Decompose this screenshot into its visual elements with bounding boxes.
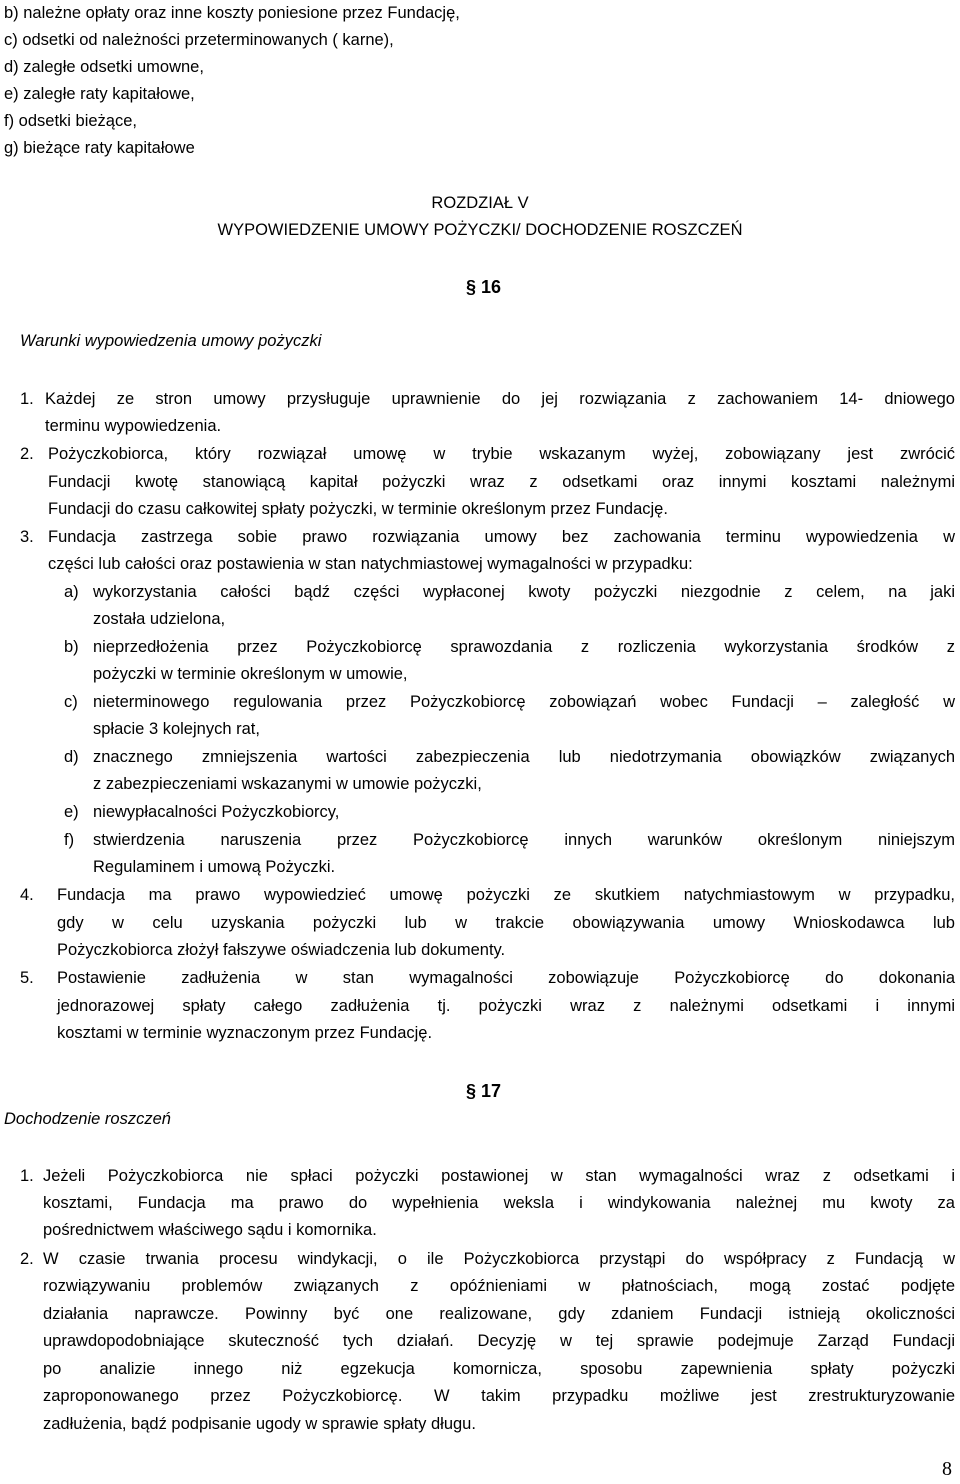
s16-p5-line1: Postawienie zadłużenia w stan wymagalności zobowiązuje Pożyczkobiorcę do dokonania: [57, 969, 955, 987]
s16-item-b-label: b): [64, 638, 79, 656]
s16-item-d-line1: znacznego zmniejszenia wartości zabezpieczenia lub niedotrzymania obowiązków związanych: [93, 748, 955, 766]
s16-p1-line2: terminu wypowiedzenia.: [45, 417, 222, 435]
s17-p2-line2: rozwiązywaniu problemów związanych z opóźnieniami w płatnościach, mogą zostać podjęte: [43, 1277, 955, 1295]
s16-p5-line2: jednorazowej spłaty całego zadłużenia tj. pożyczki wraz z należnymi odsetkami i innymi: [57, 997, 955, 1015]
s16-p1-line1: Każdej ze stron umowy przysługuje uprawnienie do jej rozwiązania z zachowaniem 14- dniowego: [45, 390, 955, 408]
s16-p4-line1: Fundacja ma prawo wypowiedzieć umowę pożyczki ze skutkiem natychmiastowym w przypadku,: [57, 886, 955, 904]
s17-p2-line7: zadłużenia, bądź podpisanie ugody w sprawie spłaty długu.: [43, 1415, 476, 1433]
s16-p4-num: 4.: [20, 886, 34, 904]
s16-item-e-line1: niewypłacalności Pożyczkobiorcy,: [93, 803, 340, 821]
s16-item-c-line2: spłacie 3 kolejnych rat,: [93, 720, 260, 738]
s16-item-c-line1: nieterminowego regulowania przez Pożyczkobiorcę zobowiązań wobec Fundacji – zaległość w: [93, 693, 955, 711]
s16-p2-line1: Pożyczkobiorca, który rozwiązał umowę w trybie wskazanym wyżej, zobowiązany jest zwrócić: [48, 445, 955, 463]
s16-p3-line1: Fundacja zastrzega sobie prawo rozwiązania umowy bez zachowania terminu wypowiedzenia w: [48, 528, 955, 546]
s16-p5-line3: kosztami w terminie wyznaczonym przez Fundację.: [57, 1024, 433, 1042]
list-item-e: e) zaległe raty kapitałowe,: [4, 85, 195, 103]
s16-item-e-label: e): [64, 803, 79, 821]
s16-item-f-line2: Regulaminem i umową Pożyczki.: [93, 858, 336, 876]
chapter-label: ROZDZIAŁ V: [431, 194, 529, 212]
chapter-title: WYPOWIEDZENIE UMOWY POŻYCZKI/ DOCHODZENIE ROSZCZEŃ: [217, 221, 743, 239]
list-item-g: g) bieżące raty kapitałowe: [4, 139, 195, 157]
s16-p3-num: 3.: [20, 528, 34, 546]
s17-p1-line1: Jeżeli Pożyczkobiorca nie spłaci pożyczki postawionej w stan wymagalności wraz z odsetkami i: [43, 1167, 955, 1185]
section-16-heading: Warunki wypowiedzenia umowy pożyczki: [20, 332, 322, 350]
list-item-b: b) należne opłaty oraz inne koszty poniesione przez Fundację,: [4, 4, 460, 22]
s16-item-d-label: d): [64, 748, 79, 766]
s16-p1-num: 1.: [20, 390, 34, 408]
s16-item-b-line1: nieprzedłożenia przez Pożyczkobiorcę sprawozdania z rozliczenia wykorzystania środków z: [93, 638, 955, 656]
s16-item-f-label: f): [64, 831, 75, 849]
s17-p2-line6: zaproponowanego przez Pożyczkobiorcę. W takim przypadku możliwe jest zrestrukturyzowanie: [43, 1387, 955, 1405]
s16-item-a-line1: wykorzystania całości bądź części wypłaconej kwoty pożyczki niezgodnie z celem, na jaki: [93, 583, 955, 601]
s17-p1-num: 1.: [20, 1167, 34, 1185]
s16-item-a-line2: została udzielona,: [93, 610, 226, 628]
s16-item-f-line1: stwierdzenia naruszenia przez Pożyczkobiorcę innych warunków określonym niniejszym: [93, 831, 955, 849]
s17-p2-line5: po analizie innego niż egzekucja komornicza, sposobu zapewnienia spłaty pożyczki: [43, 1360, 955, 1378]
s16-p4-line3: Pożyczkobiorca złożył fałszywe oświadczenia lub dokumenty.: [57, 941, 506, 959]
s16-item-c-label: c): [64, 693, 78, 711]
s16-item-a-label: a): [64, 583, 79, 601]
list-item-f: f) odsetki bieżące,: [4, 112, 137, 130]
s16-p3-line2: części lub całości oraz postawienia w stan natychmiastowej wymagalności w przypadku:: [48, 555, 693, 573]
s17-p1-line3: pośrednictwem właściwego sądu i komornika.: [43, 1221, 377, 1239]
s16-item-d-line2: z zabezpieczeniami wskazanymi w umowie pożyczki,: [93, 775, 482, 793]
s16-p2-num: 2.: [20, 445, 34, 463]
s17-p2-line3: działania naprawcze. Powinny być one realizowane, gdy zdaniem Fundacji istnieją okoliczności: [43, 1305, 955, 1323]
s16-p2-line3: Fundacji do czasu całkowitej spłaty pożyczki, w terminie określonym przez Fundację.: [48, 500, 668, 518]
s17-p2-line1: W czasie trwania procesu windykacji, o ile Pożyczkobiorca przystąpi do współpracy z Fundacją w: [43, 1250, 955, 1268]
s16-item-b-line2: pożyczki w terminie określonym w umowie,: [93, 665, 408, 683]
section-16-number: § 16: [466, 277, 502, 297]
section-17-number: § 17: [466, 1081, 502, 1101]
s17-p1-line2: kosztami, Fundacja ma prawo do wypełnienia weksla i windykowania należnej mu kwoty za: [43, 1194, 955, 1212]
s16-p4-line2: gdy w celu uzyskania pożyczki lub w trakcie obowiązywania umowy Wnioskodawca lub: [57, 914, 955, 932]
page-number: 8: [942, 1458, 952, 1480]
s17-p2-num: 2.: [20, 1250, 34, 1268]
s17-p2-line4: uprawdopodobniające skuteczność tych działań. Decyzję w tej sprawie podejmuje Zarząd Fundacji: [43, 1332, 955, 1350]
list-item-c: c) odsetki od należności przeterminowanych ( karne),: [4, 31, 394, 49]
s16-p2-line2: Fundacji kwotę stanowiącą kapitał pożyczki wraz z odsetkami oraz innymi kosztami należnymi: [48, 473, 955, 491]
list-item-d: d) zaległe odsetki umowne,: [4, 58, 204, 76]
s16-p5-num: 5.: [20, 969, 34, 987]
section-17-heading: Dochodzenie roszczeń: [4, 1110, 171, 1128]
